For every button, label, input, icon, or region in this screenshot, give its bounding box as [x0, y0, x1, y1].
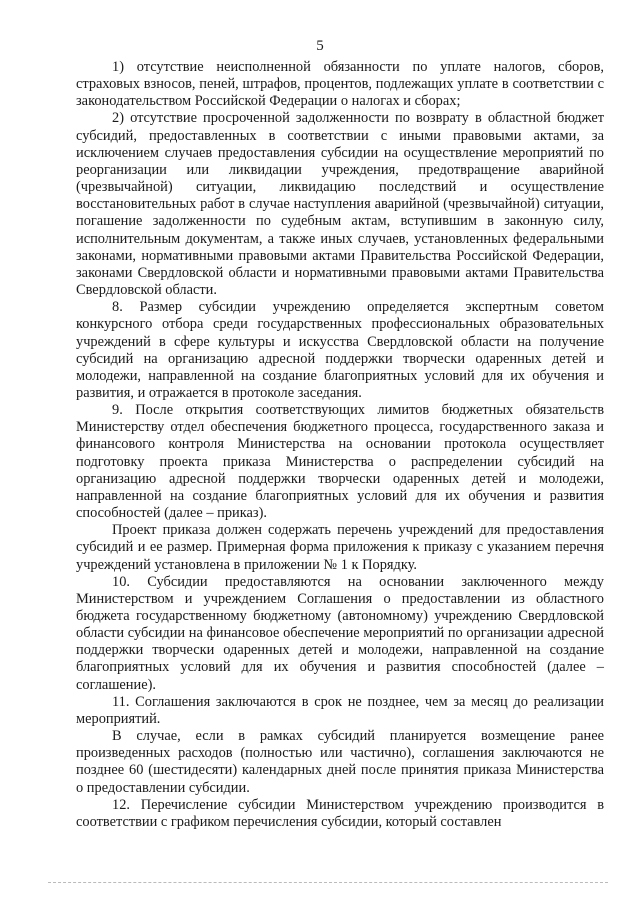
paragraph-tax-obligations: 1) отсутствие неисполненной обязанности по уплате налогов, сборов, страховых взносов, пеней, штрафов, процентов, подлежащих уплате в соответствии с законодательством Российской Федерации о налогах и сборах;: [76, 59, 604, 110]
paragraph-transfer-schedule: 12. Перечисление субсидии Министерством учреждению производится в соответствии с графиком перечисления субсидии, который составлен: [76, 796, 604, 830]
bottom-divider: [48, 882, 608, 883]
paragraph-order-preparation: 9. После открытия соответствующих лимитов бюджетных обязательств Министерству отдел обеспечения бюджетного процесса, государственного заказа и финансового контроля Министерства на основании протокола осуществляет подготовку проекта приказа Министерства о распределении субсидий на организацию адресной поддержки творчески одаренных детей и молодежи, направленной на создание благоприятных условий для их обучения и развития способностей (далее – приказ).: [76, 402, 604, 522]
paragraph-reimbursement: В случае, если в рамках субсидий планируется возмещение ранее произведенных расходов (полностью или частично), соглашения заключаются не позднее 60 (шестидесяти) календарных дней после принятия приказа Министерства о предоставлении субсидии.: [76, 728, 604, 796]
paragraph-subsidy-size: 8. Размер субсидии учреждению определяется экспертным советом конкурсного отбора среди государственных профессиональных образовательных учреждений в сфере культуры и искусства Свердловской области на получение субсидий на организацию адресной поддержки творчески одаренных детей и молодежи, направленной на создание благоприятных условий для их обучения и развития, и отражается в протоколе заседания.: [76, 299, 604, 401]
document-body: [76, 59, 604, 831]
paragraph-agreement-basis: 10. Субсидии предоставляются на основании заключенного между Министерством и учреждением Соглашения о предоставлении из областного бюджета государственному бюджетному (автономному) учреждению Свердловской области субсидии на финансовое обеспечение мероприятий по организации адресной поддержки творчески одаренных детей и молодежи, направленной на создание благоприятных условий для их обучения и развития способностей (далее – соглашение).: [76, 573, 604, 693]
paragraph-overdue-debt: 2) отсутствие просроченной задолженности по возврату в областной бюджет субсидий, предоставленных в соответствии с иными правовыми актами, за исключением случаев предоставления субсидии на осуществление мероприятий по реорганизации или ликвидации учреждения, предотвращение аварийной (чрезвычайной) ситуации, ликвидацию последствий и осуществление восстановительных работ в случае наступления аварийной (чрезвычайной) ситуации, погашение задолженности по судебным актам, вступившим в законную силу, исполнительным документам, а также иных случаев, установленных федеральными законами, нормативными правовыми актами Правительства Российской Федерации, законами Свердловской области и нормативными правовыми актами Правительства Свердловской области.: [76, 110, 604, 299]
paragraph-agreement-deadline: 11. Соглашения заключаются в срок не позднее, чем за месяц до реализации мероприятий.: [76, 693, 604, 727]
page-number: 5: [316, 38, 324, 54]
paragraph-order-draft: Проект приказа должен содержать перечень учреждений для предоставления субсидий и ее размер. Примерная форма приложения к приказу с указанием перечня учреждений установлена в приложении № 1 к Порядку.: [76, 522, 604, 573]
